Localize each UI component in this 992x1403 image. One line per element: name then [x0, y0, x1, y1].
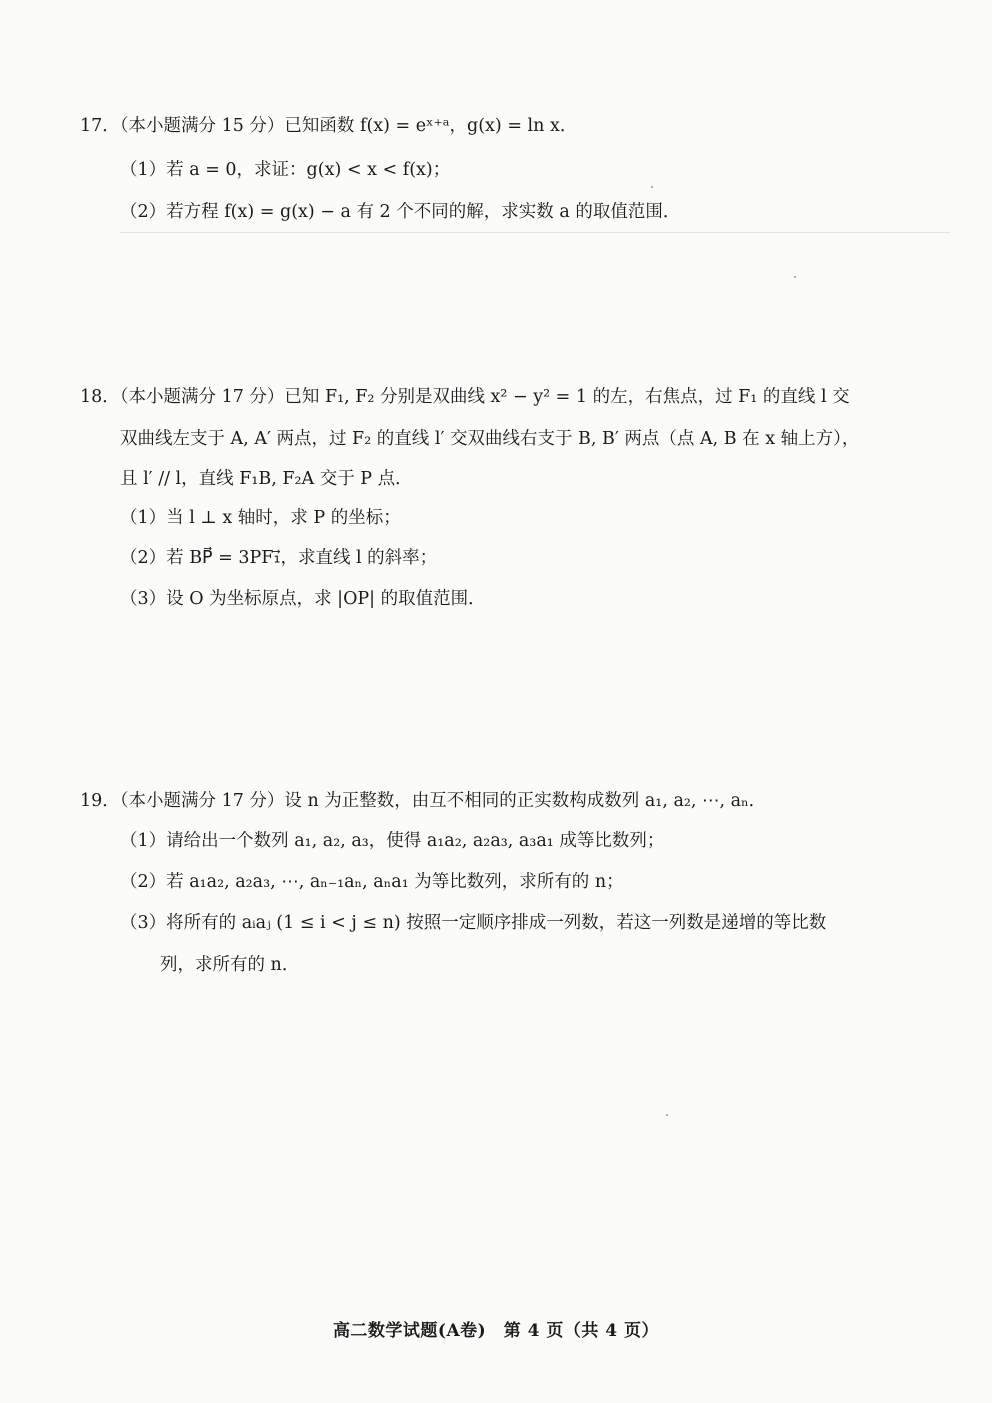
page-footer: 高二数学试题(A卷) 第 4 页（共 4 页）	[332, 1321, 660, 1341]
question-18-part-1: （1）当 l ⊥ x 轴时，求 P 的坐标；	[120, 508, 401, 528]
question-19-header: 19．（本小题满分 17 分）设 n 为正整数，由互不相同的正实数构成数列 a₁, a₂, ⋯, aₙ．	[80, 791, 767, 811]
question-18-continuation-1: 双曲线左支于 A, A′ 两点，过 F₂ 的直线 l′ 交双曲线右支于 B, B′ 两点（点 A, B 在 x 轴上方），	[120, 429, 860, 449]
question-18-header: 18．（本小题满分 17 分）已知 F₁, F₂ 分别是双曲线 x² − y² = 1 的左，右焦点，过 F₁ 的直线 l 交	[80, 387, 850, 407]
scan-speck	[651, 186, 653, 188]
question-17-part-1: （1）若 a = 0，求证：g(x) < x < f(x)；	[120, 160, 451, 180]
scan-speck	[794, 276, 796, 278]
question-18-part-2: （2）若 BP⃗ = 3PF₁⃗，求直线 l 的斜率；	[120, 548, 438, 568]
scan-line	[120, 232, 950, 233]
question-19-part-1: （1）请给出一个数列 a₁, a₂, a₃，使得 a₁a₂, a₂a₃, a₃a₁ 成等比数列；	[120, 831, 665, 851]
question-19-part-2: （2）若 a₁a₂, a₂a₃, ⋯, aₙ₋₁aₙ, aₙa₁ 为等比数列，求所有的 n；	[120, 872, 624, 892]
question-19-part-3-continuation: 列，求所有的 n．	[160, 955, 300, 975]
question-17-part-2: （2）若方程 f(x) = g(x) − a 有 2 个不同的解，求实数 a 的取值范围．	[120, 202, 681, 222]
question-18-continuation-2: 且 l′ // l，直线 F₁B, F₂A 交于 P 点．	[120, 469, 413, 489]
question-19-part-3: （3）将所有的 aᵢaⱼ (1 ≤ i < j ≤ n) 按照一定顺序排成一列数，若这一列数是递增的等比数	[120, 913, 827, 933]
scan-speck	[666, 1114, 668, 1116]
question-18-part-3: （3）设 O 为坐标原点，求 |OP| 的取值范围．	[120, 589, 486, 609]
question-17-header: 17．（本小题满分 15 分）已知函数 f(x) = eˣ⁺ᵃ，g(x) = ln x．	[80, 116, 578, 136]
